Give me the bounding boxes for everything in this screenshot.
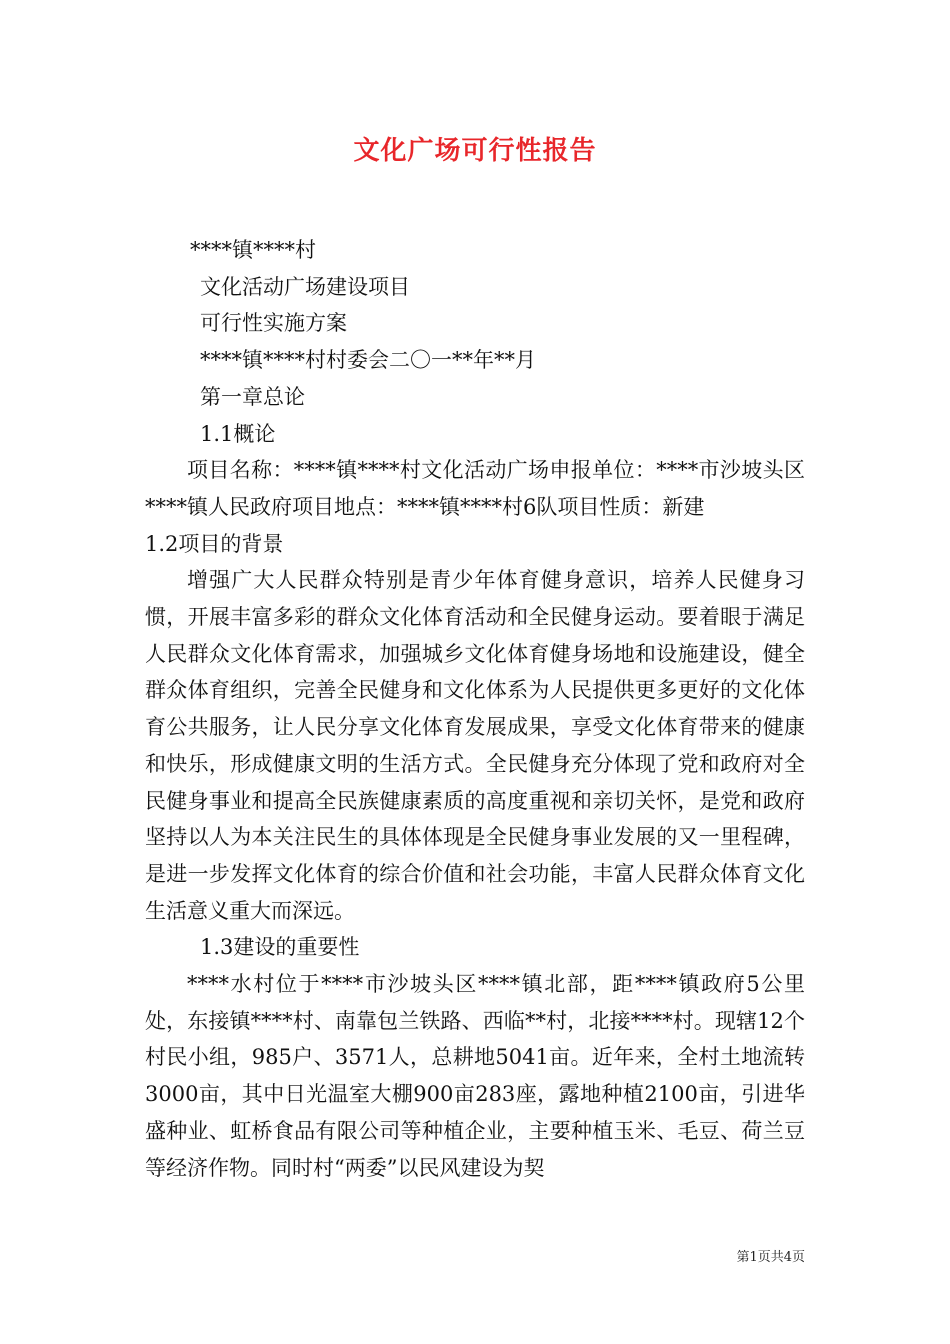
village-line: ****镇****村 (190, 238, 316, 262)
paragraph-background: 增强广大人民群众特别是青少年体育健身意识，培养人民健身习惯，开展丰富多彩的群众文化体育活动和全民健身运动。要着眼于满足人民群众文化体育需求，加强城乡文化体育健身场地和设施建设，健全群众体育组织，完善全民健身和文化体系为人民提供更多更好的文化体育公共服务，让人民分享文化体育发展成果，享受文化体育带来的健康和快乐，形成健康文明的生活方式。全民健身充分体现了党和政府对全民健身事业和提高全民族健康素质的高度重视和亲切关怀，是党和政府坚持以人为本关注民生的具体体现是全民健身事业发展的又一里程碑，是进一步发挥文化体育的综合价值和社会功能，丰富人民群众体育文化生活意义重大而深远。 (145, 568, 805, 923)
paragraph-project-info: 项目名称：****镇****村文化活动广场申报单位：****市沙坡头区****镇人民政府项目地点：****镇****村6队项目性质：新建 (145, 458, 805, 519)
section-heading-1-3: 1.3建设的重要性 (200, 935, 360, 960)
document-title: 文化广场可行性报告 (353, 136, 597, 166)
chapter-heading: 第一章总论 (200, 384, 305, 409)
section-heading-1-2: 1.2项目的背景 (145, 531, 284, 556)
project-line: 文化活动广场建设项目 (200, 274, 410, 299)
section-heading-1-1: 1.1概论 (200, 421, 276, 446)
page-number: 第1页共4页 (736, 1250, 805, 1265)
committee-date-line: ****镇****村村委会二〇一**年**月 (200, 348, 536, 373)
document-body (145, 232, 805, 1186)
plan-line: 可行性实施方案 (200, 311, 347, 336)
paragraph-importance: ****水村位于****市沙坡头区****镇北部，距****镇政府5公里处，东接镇****村、南靠包兰铁路、西临**村，北接****村。现辖12个村民小组，985户、3571人，总耕地5041亩。近年来，全村土地流转3000亩，其中日光温室大棚900亩283座，露地种植2100亩，引进华盛种业、虹桥食品有限公司等种植企业，主要种植玉米、毛豆、荷兰豆等经济作物。同时村“两委”以民风建设为契 (145, 972, 805, 1180)
